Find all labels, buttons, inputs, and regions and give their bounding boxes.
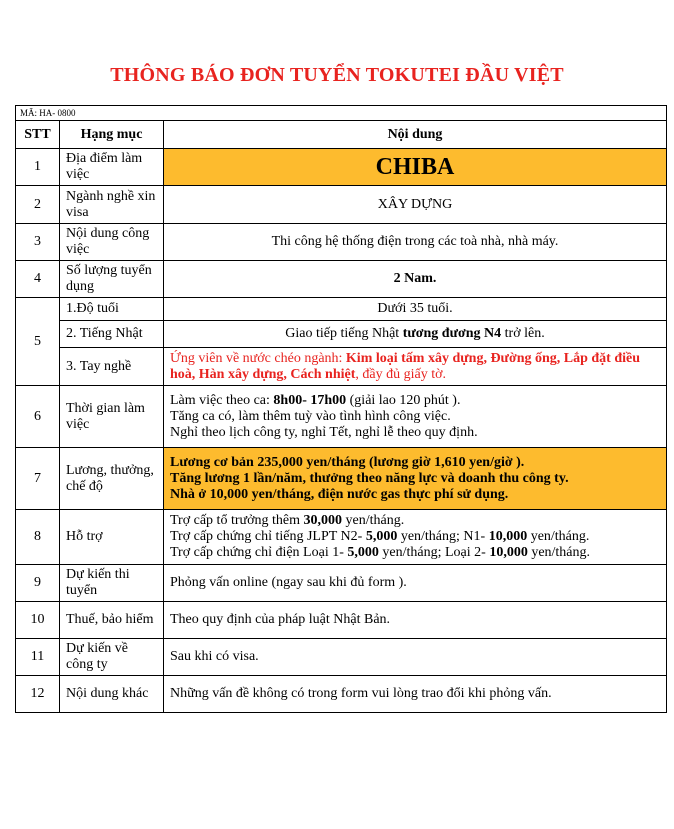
text-line: Nghỉ theo lịch công ty, nghỉ Tết, nghỉ lễ theo quy định. [170, 424, 478, 440]
row-stt: 10 [16, 602, 60, 639]
row-stt: 4 [16, 261, 60, 298]
text-line: Tăng lương 1 lần/năm, thưởng theo năng lực và doanh thu công ty. [170, 470, 569, 486]
row-hang-muc: Dự kiến về công ty [60, 639, 164, 676]
row-hang-muc: Ngành nghề xin visa [60, 186, 164, 224]
table-row [16, 186, 667, 224]
table-row [16, 224, 667, 261]
row-noi-dung: Sau khi có visa. [164, 639, 667, 676]
row-stt: 3 [16, 224, 60, 261]
row-hang-muc: Địa điểm làm việc [60, 149, 164, 186]
table-row [16, 676, 667, 713]
text-line: Trợ cấp tổ trưởng thêm 30,000 yen/tháng. [170, 513, 405, 528]
row-noi-dung: Những vấn đề không có trong form vui lòng trao đổi khi phỏng vấn. [164, 676, 667, 713]
header-hang-muc: Hạng mục [60, 121, 164, 149]
row-noi-dung: XÂY DỰNG [164, 186, 667, 224]
row-hang-muc: Thuế, bảo hiểm [60, 602, 164, 639]
row-noi-dung [164, 321, 667, 348]
text-line: Lương cơ bản 235,000 yen/tháng (lương giờ 1,610 yen/giờ ). [170, 454, 525, 470]
table-row [16, 510, 667, 565]
row-hang-muc: Lương, thưởng, chế độ [60, 448, 164, 510]
row-stt: 7 [16, 448, 60, 510]
row-noi-dung: Dưới 35 tuổi. [164, 298, 667, 321]
row-hang-muc: Số lượng tuyển dụng [60, 261, 164, 298]
text: Ứng viên về nước chéo ngành: [170, 350, 346, 366]
row-stt: 12 [16, 676, 60, 713]
row-stt: 2 [16, 186, 60, 224]
table-row [16, 149, 667, 186]
text-line: Trợ cấp chứng chỉ điện Loại 1- 5,000 yen/tháng; Loại 2- 10,000 yen/tháng. [170, 545, 591, 560]
text: trở lên. [501, 326, 545, 341]
row-hang-muc: Nội dung khác [60, 676, 164, 713]
code-row [16, 106, 667, 121]
row-hang-muc: 1.Độ tuổi [60, 298, 164, 321]
row-stt: 5 [16, 298, 60, 386]
table-row [16, 448, 667, 510]
row-hang-muc: Dự kiến thi tuyển [60, 565, 164, 602]
row-stt: 8 [16, 510, 60, 565]
row-noi-dung [164, 348, 667, 386]
row-hang-muc: Nội dung công việc [60, 224, 164, 261]
row-hang-muc: 3. Tay nghề [60, 348, 164, 386]
row-stt: 6 [16, 386, 60, 448]
row-hang-muc: Thời gian làm việc [60, 386, 164, 448]
table-row [16, 321, 667, 348]
text: , đầy đủ giấy tờ. [355, 366, 447, 382]
table-row [16, 261, 667, 298]
row-stt: 1 [16, 149, 60, 186]
recruitment-table [15, 105, 667, 713]
row-noi-dung: Thi công hệ thống điện trong các toà nhà, nhà máy. [164, 224, 667, 261]
header-row [16, 121, 667, 149]
row-hang-muc: Hỗ trợ [60, 510, 164, 565]
table-row [16, 639, 667, 676]
row-hang-muc: 2. Tiếng Nhật [60, 321, 164, 348]
header-stt: STT [16, 121, 60, 149]
row-stt: 11 [16, 639, 60, 676]
row-salary [164, 448, 667, 510]
job-code: MÃ: HA- 0800 [16, 106, 667, 121]
text-line: Tăng ca có, làm thêm tuỳ vào tình hình công việc. [170, 408, 451, 424]
row-noi-dung [164, 386, 667, 448]
table-row [16, 565, 667, 602]
table-row [16, 348, 667, 386]
row-noi-dung: Phỏng vấn online (ngay sau khi đủ form ). [164, 565, 667, 602]
row-stt: 9 [16, 565, 60, 602]
table-row [16, 298, 667, 321]
text: Giao tiếp tiếng Nhật [285, 326, 403, 341]
text-bold: Kim loại tấm xây dựng, Đường ống, Lắp đặt điều hoà, Hàn xây dựng, Cách nhiệt [170, 350, 641, 382]
row-noi-dung [164, 510, 667, 565]
text-line: Trợ cấp chứng chỉ tiếng JLPT N2- 5,000 yen/tháng; N1- 10,000 yen/tháng. [170, 529, 590, 544]
text-line: Làm việc theo ca: 8h00- 17h00 (giải lao 120 phút ). [170, 392, 461, 408]
table-row [16, 602, 667, 639]
row-noi-dung: 2 Nam. [164, 261, 667, 298]
text-bold: tương đương N4 [402, 326, 502, 341]
row-noi-dung: Theo quy định của pháp luật Nhật Bản. [164, 602, 667, 639]
page-title: THÔNG BÁO ĐƠN TUYỂN TOKUTEI ĐẦU VIỆT [110, 64, 564, 86]
text-line: Nhà ở 10,000 yen/tháng, điện nước gas thực phí sử dụng. [170, 486, 509, 502]
header-noi-dung: Nội dung [164, 121, 667, 149]
table-row [16, 386, 667, 448]
row-location: CHIBA [164, 149, 667, 186]
